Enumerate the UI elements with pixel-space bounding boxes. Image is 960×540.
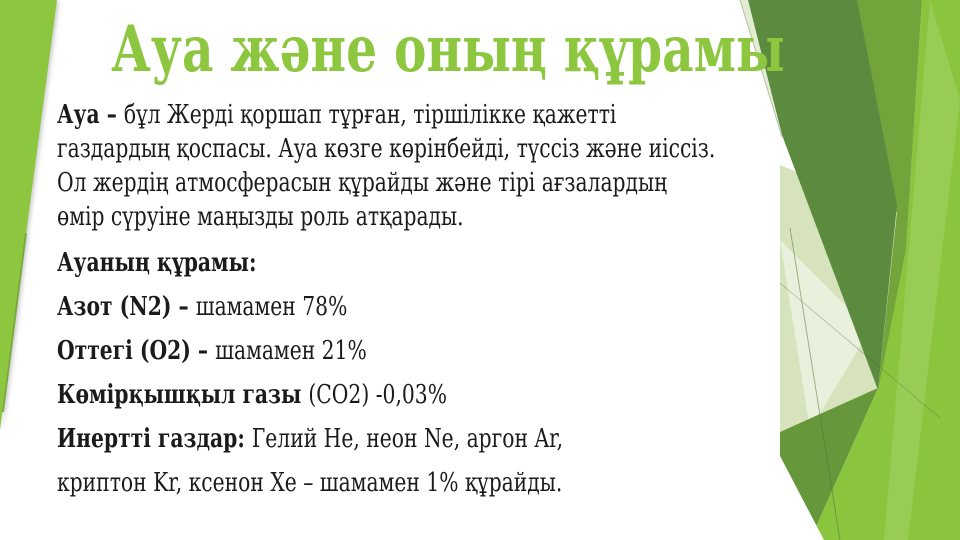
left-facet-decoration: [0, 0, 60, 440]
slide-title: Ауа және оның құрамы: [111, 12, 785, 87]
body-line-composition-heading: [57, 246, 759, 280]
body-line-text: Гелий He, неон Ne, аргон Ar,: [251, 424, 564, 454]
body-line: [57, 98, 759, 132]
slide-body-text: [57, 98, 759, 500]
body-line-bold: Оттегі (O2) –: [57, 336, 216, 366]
body-line-text: криптон Kr, ксенон Xe – шамамен 1% құрайды.: [57, 468, 563, 498]
body-line-bold: Ауа –: [57, 100, 124, 130]
body-line: [57, 200, 759, 234]
body-line: [57, 132, 759, 166]
body-line-text: газдардың қоспасы. Ауа көзге көрінбейді, түссіз және иіссіз.: [57, 134, 716, 164]
body-line-text: шамамен 21%: [215, 336, 367, 366]
body-line-inert-gases: [57, 422, 759, 456]
body-line-bold: Азот (N2) –: [57, 292, 196, 322]
body-line-oxygen: [57, 334, 759, 368]
body-line-co2: [57, 378, 759, 412]
body-line-bold: Көмірқышқыл газы: [57, 380, 309, 410]
body-line-nitrogen: [57, 290, 759, 324]
body-line-text: бұл Жерді қоршап тұрған, тіршілікке қажетті: [123, 100, 617, 130]
body-line-text: өмір сүруіне маңызды роль атқарады.: [57, 202, 464, 232]
body-line-text: Ол жердің атмосферасын құрайды және тірі ағзалардың: [57, 168, 668, 198]
body-line-text: шамамен 78%: [195, 292, 348, 322]
body-line-text: (CO2) -0,03%: [308, 380, 447, 410]
body-line-bold: Ауаның құрамы:: [57, 248, 257, 278]
body-line-bold: Инертті газдар:: [57, 424, 252, 454]
body-line-inert-gases-2: [57, 466, 759, 500]
body-line: [57, 166, 759, 200]
